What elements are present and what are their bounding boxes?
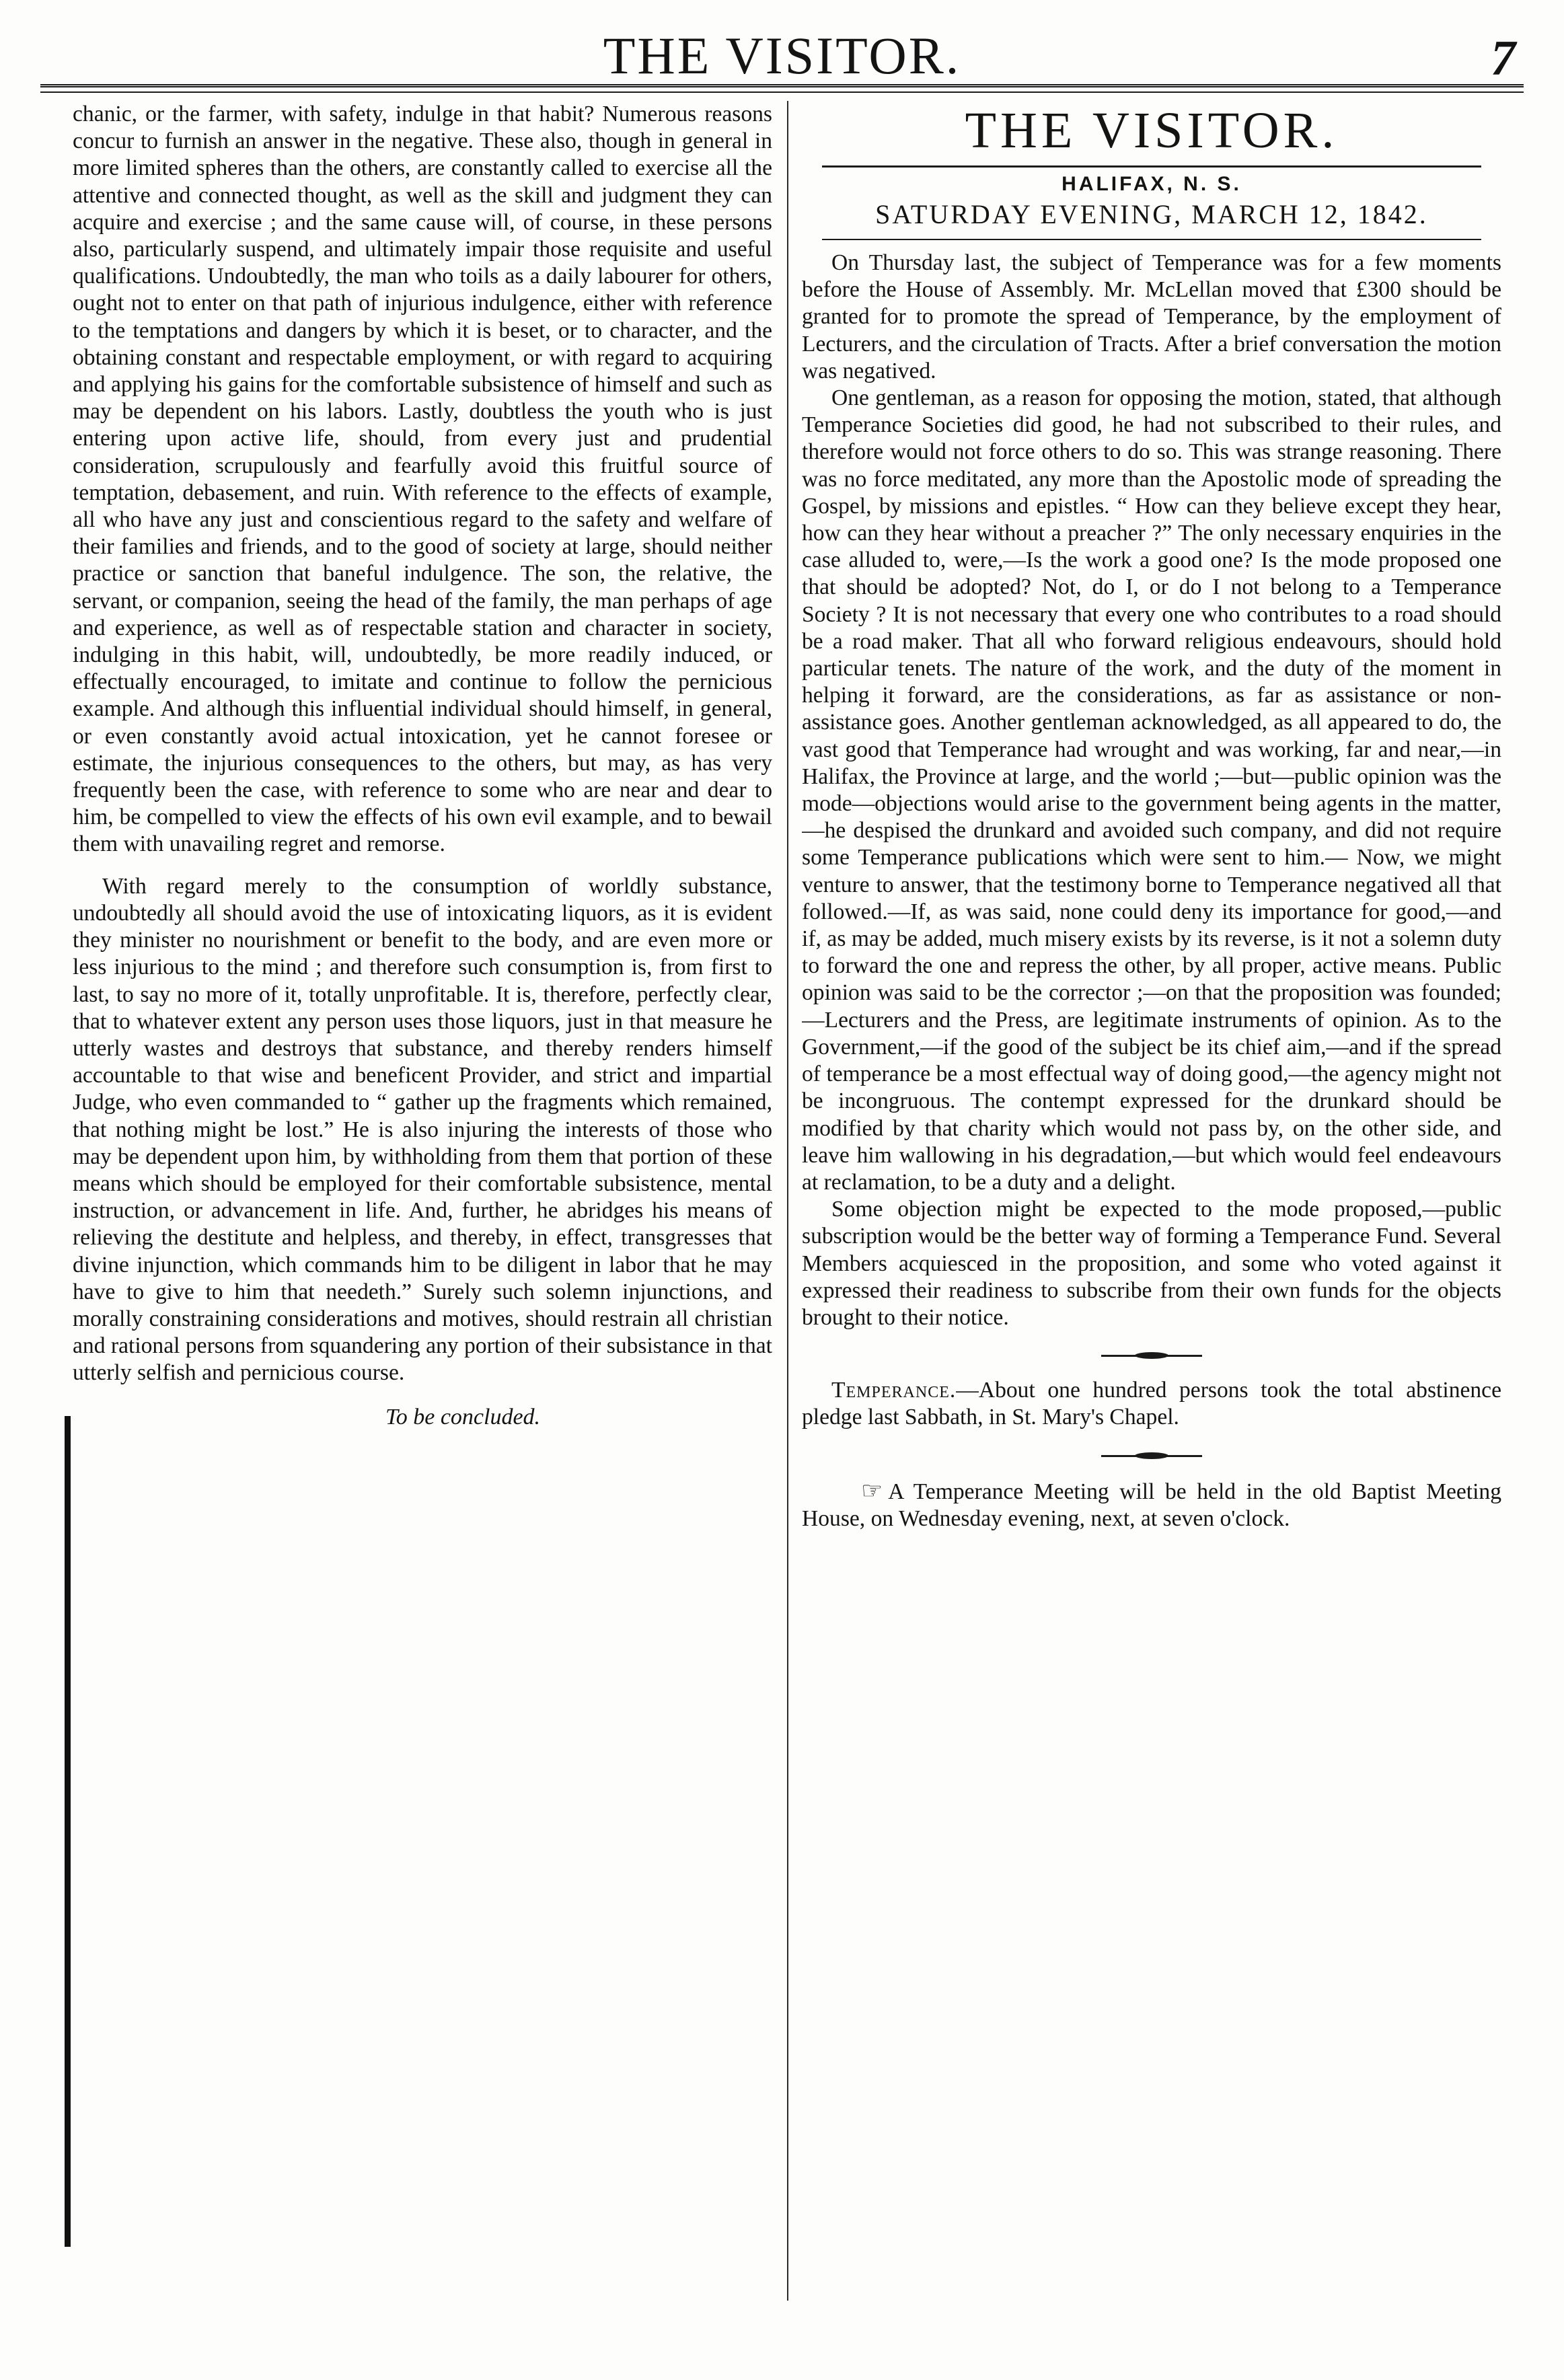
dateline-rule [822, 239, 1481, 240]
continuation-note: To be concluded. [385, 1404, 541, 1429]
running-head [0, 15, 1564, 89]
right-column [802, 101, 1501, 2307]
editorial-paragraph-1: On Thursday last, the subject of Temperance was for a few moments before the House of Assembly. Mr. McLellan moved that £300 should be granted for to promote the spread of Temperance, by the employment of Lecturers, and the circulation of Tracts. After a brief conversation the motion was negatived. [802, 250, 1501, 383]
announcement-text: A Temperance Meeting will be held in the old Baptist Meeting House, on Wednesday evening, next, at seven o'clock. [802, 1479, 1501, 1531]
margin-scan-bar [65, 1416, 71, 2247]
essay-paragraph-2: With regard merely to the consumption of worldly substance, undoubtedly all should avoid the use of intoxicating liquors, as it is evident they minister no nourishment or benefit to the body, and are even more or less injurious to the mind ; and therefore such consumption is, from first to last, to say no more of it, totally unprofitable. It is, therefore, perfectly clear, that to whatever extent any person uses those liquors, just in that measure he utterly wastes and destroys that substance, and thereby renders himself accountable to that wise and beneficent Provider, and strict and impartial Judge, who even commanded to “ gather up the fragments which remained, that nothing might be lost.” He is also injuring the interests of those who may be dependent upon him, by withholding from them that portion of these means which should be employed for their comfortable subsistence, mental instruction, or advancement in life. And, further, he abridges his means of relieving the destitute and helpless, and thereby, in effect, transgresses that divine injunction, which commands him to be diligent in labor that he may have to give to him that needeth.” Surely such solemn injunctions, and morally constraining considerations and motives, should restrain all christian and rational persons from squandering any portion of their subsistance in that utterly selfish and pernicious course. [73, 873, 772, 1386]
temperance-notice [802, 1377, 1501, 1431]
dateline-date: SATURDAY EVENING, MARCH 12, 1842. [875, 199, 1428, 229]
masthead-rule [822, 165, 1481, 168]
dateline-place: HALIFAX, N. S. [1062, 173, 1242, 195]
pointing-hand-icon: ☞ [861, 1477, 883, 1504]
masthead-title: THE VISITOR. [965, 102, 1339, 159]
notice-text: —About one hundred persons took the total abstinence pledge last Sabbath, in St. Mary's Chapel. [802, 1378, 1501, 1430]
meeting-announcement [802, 1477, 1501, 1532]
header-rule [40, 84, 1524, 93]
essay-paragraph-1: chanic, or the farmer, with safety, indulge in that habit? Numerous reasons concur to furnish an answer in the negative. These also, though in general in more limited spheres than the others, are constantly called to exercise all the attentive and connected thought, as well as the skill and judgment they can acquire and exercise ; and the same cause will, of course, in these persons also, particularly suspend, and ultimately impair those requisite and useful qualifications. Undoubtedly, the man who toils as a daily labourer for others, ought not to enter on that path of injurious indulgence, either with reference to the temptations and dangers by which it is beset, or to character, and the obtaining constant and respectable employment, or with regard to acquiring and applying his gains for the comfortable subsistence of himself and such as may be dependent on his labors. Lastly, doubtless the youth who is just entering upon active life, should, from every just and prudential consideration, scrupulously and fearfully avoid this fruitful source of temptation, debasement, and ruin. With reference to the effects of example, all who have any just and conscientious regard to the safety and welfare of their families and friends, and to the good of society at large, should neither practice or sanction that baneful indulgence. The son, the relative, the servant, or companion, seeing the head of the family, the man perhaps of age and experience, as well as of respectable station and character in society, indulging in this habit, will, undoubtedly, be more readily induced, or effectually encouraged, to imitate and continue to follow the pernicious example. And although this influential individual should himself, in general, or even constantly avoid actual intoxication, yet he cannot foresee or estimate, the injurious consequences to the others, but may, as has very frequently been the case, with reference to some who are near and dear to him, be compelled to view the effects of his own evil example, and to bewail them with unavailing regret and remorse. [73, 102, 772, 857]
section-separator-2 [1101, 1452, 1202, 1460]
running-title: THE VISITOR. [603, 26, 961, 85]
editorial-paragraph-2: One gentleman, as a reason for opposing the motion, stated, that although Temperance Societies did good, he had not subscribed to their rules, and therefore would not force others to do so. This was strange reasoning. There was no force meditated, any more than the Apostolic mode of spreading the Gospel, by missions and epistles. “ How can they believe except they hear, how can they hear without a preacher ?” The only necessary enquiries in the case alluded to, were,—Is the work a good one? Is the mode proposed one that should be adopted? Not, do I, or do I not belong to a Temperance Society ? It is not necessary that every one who contributes to a road should be a road maker. That all who forward religious endeavours, should hold particular tenets. The nature of the work, and the duty of the moment in helping it forward, are the considerations, as far as assistance or non-assistance goes. Another gentleman acknowledged, as all appeared to do, the vast good that Temperance had wrought and was working, far and near,—in Halifax, the Province at large, and the world ;—but—public opinion was the mode—objections would arise to the government being agents in the matter,—he despised the drunkard and avoided such company, and did not require some Temperance publications which were sent to him.— Now, we might venture to answer, that the testimony borne to Temperance negatived all that followed.—If, as was said, none could deny its importance for good,—and if, as may be added, much misery exists by its reverse, is it not a solemn duty to forward the one and repress the other, by all proper, active means. Public opinion was said to be the corrector ;—on that the proposition was founded;—Lecturers and the Press, are legitimate instruments of opinion. As to the Government,—if the good of the subject be its chief aim,—and if the spread of temperance be a most effectual way of doing good,—the agency might not be incongruous. The contempt expressed for the drunkard should be modified by that charity which would not pass by, on the other side, and leave him wallowing in his degradation,—but which would feel endeavours at reclamation, to be a duty and a delight. [802, 385, 1501, 1195]
editorial-paragraph-3: Some objection might be expected to the mode proposed,—public subscription would be the better way of forming a Temperance Fund. Several Members acquiesced in the proposition, and some who voted against it expressed their readiness to subscribe from their own funds for the objects brought to their notice. [802, 1197, 1501, 1330]
notice-label: Temperance. [831, 1378, 957, 1403]
column-divider [787, 101, 788, 2301]
page-number: 7 [1491, 31, 1516, 86]
section-separator [1101, 1351, 1202, 1360]
left-column [73, 101, 772, 2307]
